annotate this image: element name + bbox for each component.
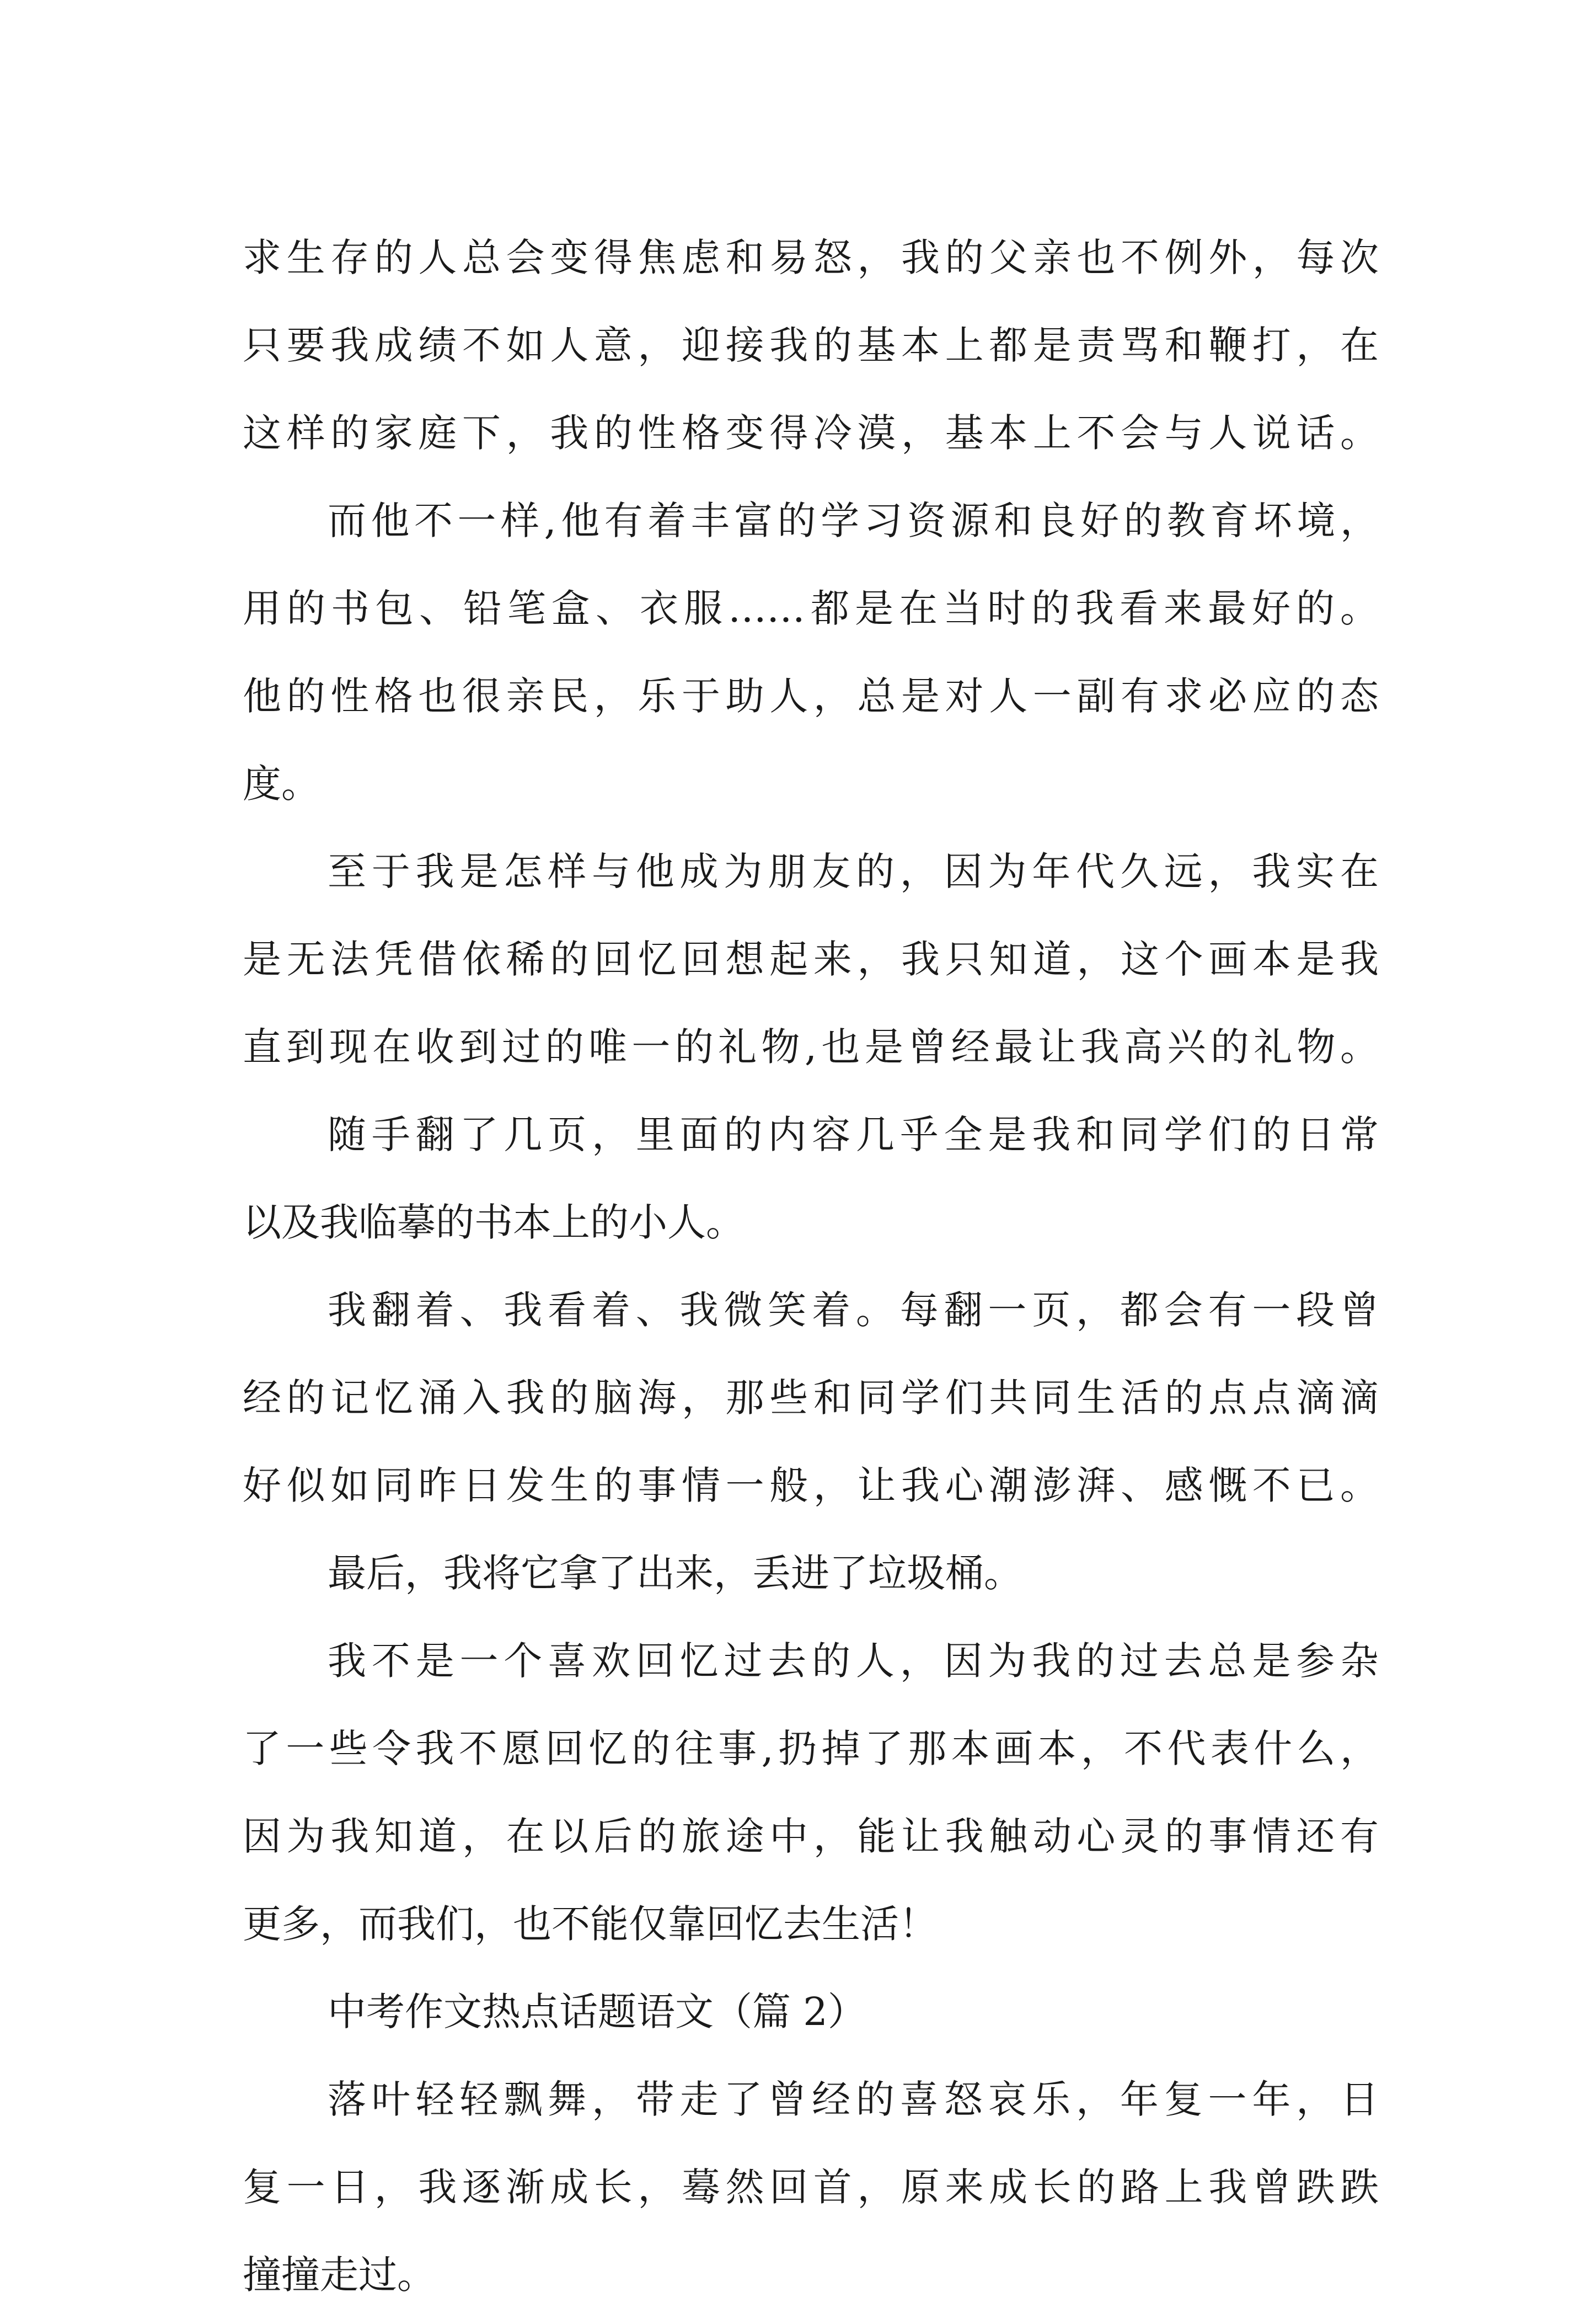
text-line: 经的记忆涌入我的脑海，那些和同学们共同生活的点点滴滴 [243,1375,1379,1420]
text-line: 直到现在收到过的唯一的礼物,也是曾经最让我高兴的礼物。 [243,1024,1379,1070]
text-line: 好似如同昨日发生的事情一般，让我心潮澎湃、感慨不已。 [243,1463,1379,1508]
text-line: 撞撞走过。 [243,2252,436,2297]
text-line: 最后，我将它拿了出来，丢进了垃圾桶。 [328,1551,1022,1596]
text-line: 度。 [243,761,320,806]
text-line: 我翻着、我看着、我微笑着。每翻一页，都会有一段曾 [328,1287,1379,1333]
text-line: 落叶轻轻飘舞，带走了曾经的喜怒哀乐，年复一年，日 [328,2077,1379,2122]
text-line: 用的书包、铅笔盒、衣服……都是在当时的我看来最好的。 [243,586,1379,631]
text-line: 他的性格也很亲民，乐于助人，总是对人一副有求必应的态 [243,674,1379,719]
text-line: 随手翻了几页，里面的内容几乎全是我和同学们的日常 [328,1112,1379,1157]
essay-body [243,214,1379,2319]
section-heading: 中考作文热点话题语文（篇 2） [328,1989,866,2034]
text-line: 至于我是怎样与他成为朋友的，因为年代久远，我实在 [328,849,1379,894]
text-line: 复一日，我逐渐成长，蓦然回首，原来成长的路上我曾跌跌 [243,2165,1379,2210]
text-line: 因为我知道，在以后的旅途中，能让我触动心灵的事情还有 [243,1814,1379,1859]
text-line: 更多，而我们，也不能仅靠回忆去生活！ [243,1901,938,1947]
text-line: 这样的家庭下，我的性格变得冷漠，基本上不会与人说话。 [243,410,1379,456]
text-line: 了一些令我不愿回忆的往事,扔掉了那本画本，不代表什么， [243,1726,1379,1771]
text-line: 而他不一样,他有着丰富的学习资源和良好的教育坏境， [328,498,1379,543]
text-line: 求生存的人总会变得焦虑和易怒，我的父亲也不例外，每次 [243,235,1379,280]
text-line: 是无法凭借依稀的回忆回想起来，我只知道，这个画本是我 [243,937,1379,982]
text-line: 只要我成绩不如人意，迎接我的基本上都是责骂和鞭打，在 [243,323,1379,368]
text-line: 以及我临摹的书本上的小人。 [243,1200,745,1245]
text-line: 我不是一个喜欢回忆过去的人，因为我的过去总是参杂 [328,1638,1379,1684]
